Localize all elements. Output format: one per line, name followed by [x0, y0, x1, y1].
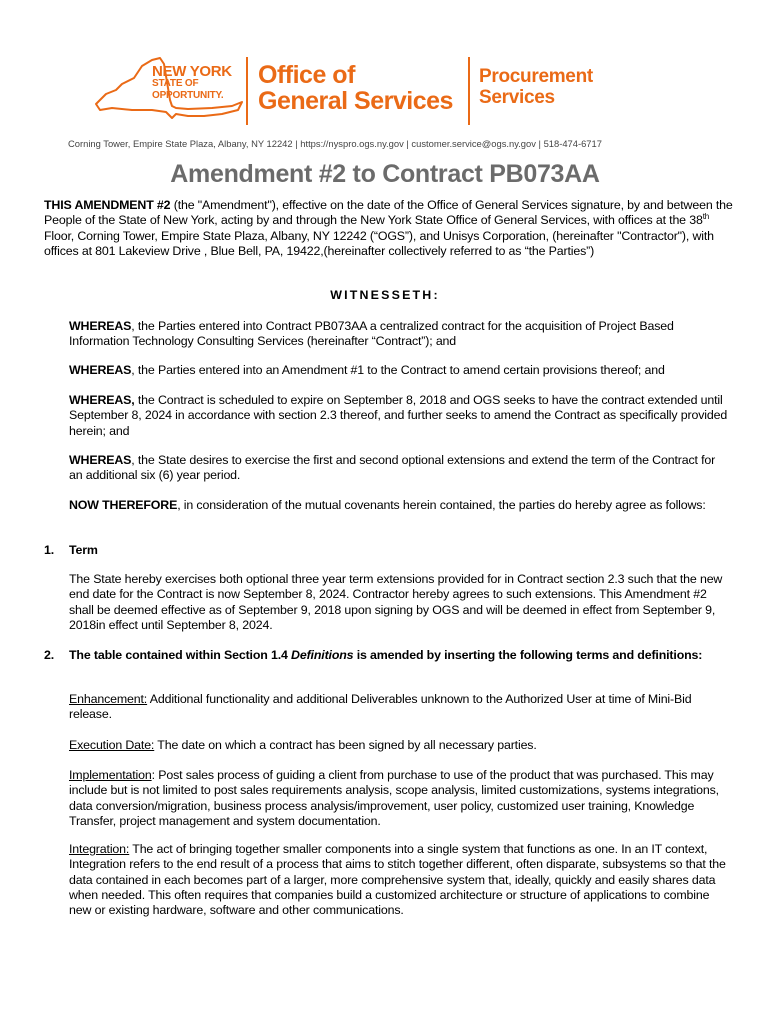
section2-heading-a: The table contained within Section 1.4	[69, 648, 292, 662]
ny-logo-line2: STATE OF	[152, 78, 199, 89]
section-body: The State hereby exercises both optional three year term extensions provided for in Contract section 2.3 such that the new end date for the Contract is now September 8, 2024. Contractor hereby agrees to such extensions. This Amendment #2 shall be deemed effective as of September 9, 2018 upon signing by OGS and will be deemed in effect from September 9, 2018in effect until September 8, 2024.	[69, 572, 723, 632]
definition-text: Additional functionality and additional Deliverables unknown to the Authorized User at time of Mini-Bid release.	[69, 692, 692, 722]
section2-heading-b: is amended by inserting the following terms and definitions:	[353, 648, 703, 662]
logo-divider	[246, 57, 248, 125]
definition-term: Implementation	[69, 768, 152, 782]
definition-term: Enhancement:	[69, 692, 148, 706]
proc-line1: Procurement	[479, 66, 593, 87]
section2-heading-em: Definitions	[291, 648, 354, 662]
section-number: 2.	[44, 648, 55, 662]
section-number: 1.	[44, 543, 55, 557]
section-heading: Term	[69, 543, 98, 557]
definition-term: Integration:	[69, 842, 130, 856]
section-heading	[69, 648, 731, 663]
definition-text: The date on which a contract has been signed by all necessary parties.	[154, 738, 537, 752]
definition-text: : Post sales process of guiding a client from purchase to use of the product that was purchased. This may include but is not limited to post sales requirements analysis, scope analysis, limited customizations, systems integrations, data conversion/migration, business process analysis/improvement, user policy, customized user training, Knowledge Transfer, project management and system documentation.	[69, 768, 719, 828]
whereas-clause	[69, 453, 731, 484]
intro-text2: Floor, Corning Tower, Empire State Plaza, Albany, NY 12242 (“OGS”), and Unisys Corporation, (hereinafter "Contractor"), with offices at 801 Lakeview Drive , Blue Bell, PA, 19422,(hereinafter collectively referred to as “the Parties”)	[44, 228, 714, 258]
now-therefore-lead: NOW THEREFORE	[69, 498, 178, 512]
ogs-line2: General Services	[258, 87, 453, 115]
definition-item	[69, 842, 731, 918]
now-therefore-text: , in consideration of the mutual covenants herein contained, the parties do hereby agree as follows:	[177, 498, 706, 512]
document-title: Amendment #2 to Contract PB073AA	[170, 160, 600, 188]
whereas-text: , the Parties entered into an Amendment #1 to the Contract to amend certain provisions thereof; and	[131, 363, 665, 377]
witnesseth-heading: WITNESSETH:	[330, 288, 440, 302]
whereas-clause	[69, 363, 729, 378]
whereas-clause	[69, 393, 731, 439]
intro-paragraph	[44, 198, 734, 259]
definition-item	[69, 692, 731, 723]
whereas-lead: WHEREAS,	[69, 393, 135, 407]
whereas-lead: WHEREAS	[69, 319, 132, 333]
intro-lead: THIS AMENDMENT #2	[44, 198, 171, 212]
intro-text1: (the "Amendment"), effective on the date of the Office of General Services signature, by and between the People of the State of New York, acting by and through the New York State Office of General Services, with offices at the 38	[44, 198, 733, 228]
definition-term: Execution Date:	[69, 738, 155, 752]
definition-item	[69, 768, 731, 829]
proc-line2: Services	[479, 87, 555, 108]
logo-divider	[468, 57, 470, 125]
whereas-text: , the Parties entered into Contract PB073AA a centralized contract for the acquisition of Project Based Information Technology Consulting Services (hereinafter “Contract”); and	[69, 319, 674, 349]
whereas-clause	[69, 319, 729, 350]
ny-state-logo-text	[152, 63, 232, 102]
whereas-text: , the State desires to exercise the first and second optional extensions and extend the term of the Contract for an additional six (6) year period.	[69, 453, 716, 483]
whereas-text: the Contract is scheduled to expire on September 8, 2018 and OGS seeks to have the contract extended until September 8, 2024 in accordance with section 2.3 thereof, and further seeks to amend the Contract as specifically provided herein; and	[69, 393, 728, 438]
now-therefore-clause	[69, 498, 729, 513]
whereas-lead: WHEREAS	[69, 363, 132, 377]
definition-text: The act of bringing together smaller components into a single system that functions as one. In an IT context, Integration refers to the end result of a process that aims to stitch together different, often disparate, subsystems so that the data contained in each becomes part of a larger, more comprehensive system that, ideally, quickly and easily shares data when needed. This often requires that companies build a customized architecture or structure of applications to combine new or existing hardware, software and other communications.	[69, 842, 726, 918]
ny-logo-line3: OPPORTUNITY.	[152, 90, 224, 101]
whereas-lead: WHEREAS	[69, 453, 132, 467]
intro-sup: th	[702, 212, 710, 222]
ogs-logo-text	[258, 62, 453, 114]
ny-logo-line1: NEW YORK	[152, 63, 232, 80]
definition-item	[69, 738, 731, 753]
contact-line: Corning Tower, Empire State Plaza, Albany, NY 12242 | https://nyspro.ogs.ny.gov | customer.service@ogs.ny.gov | 518-474-6717	[68, 138, 602, 149]
ogs-line1: Office of	[258, 61, 355, 89]
procurement-services-logo-text	[479, 66, 593, 108]
